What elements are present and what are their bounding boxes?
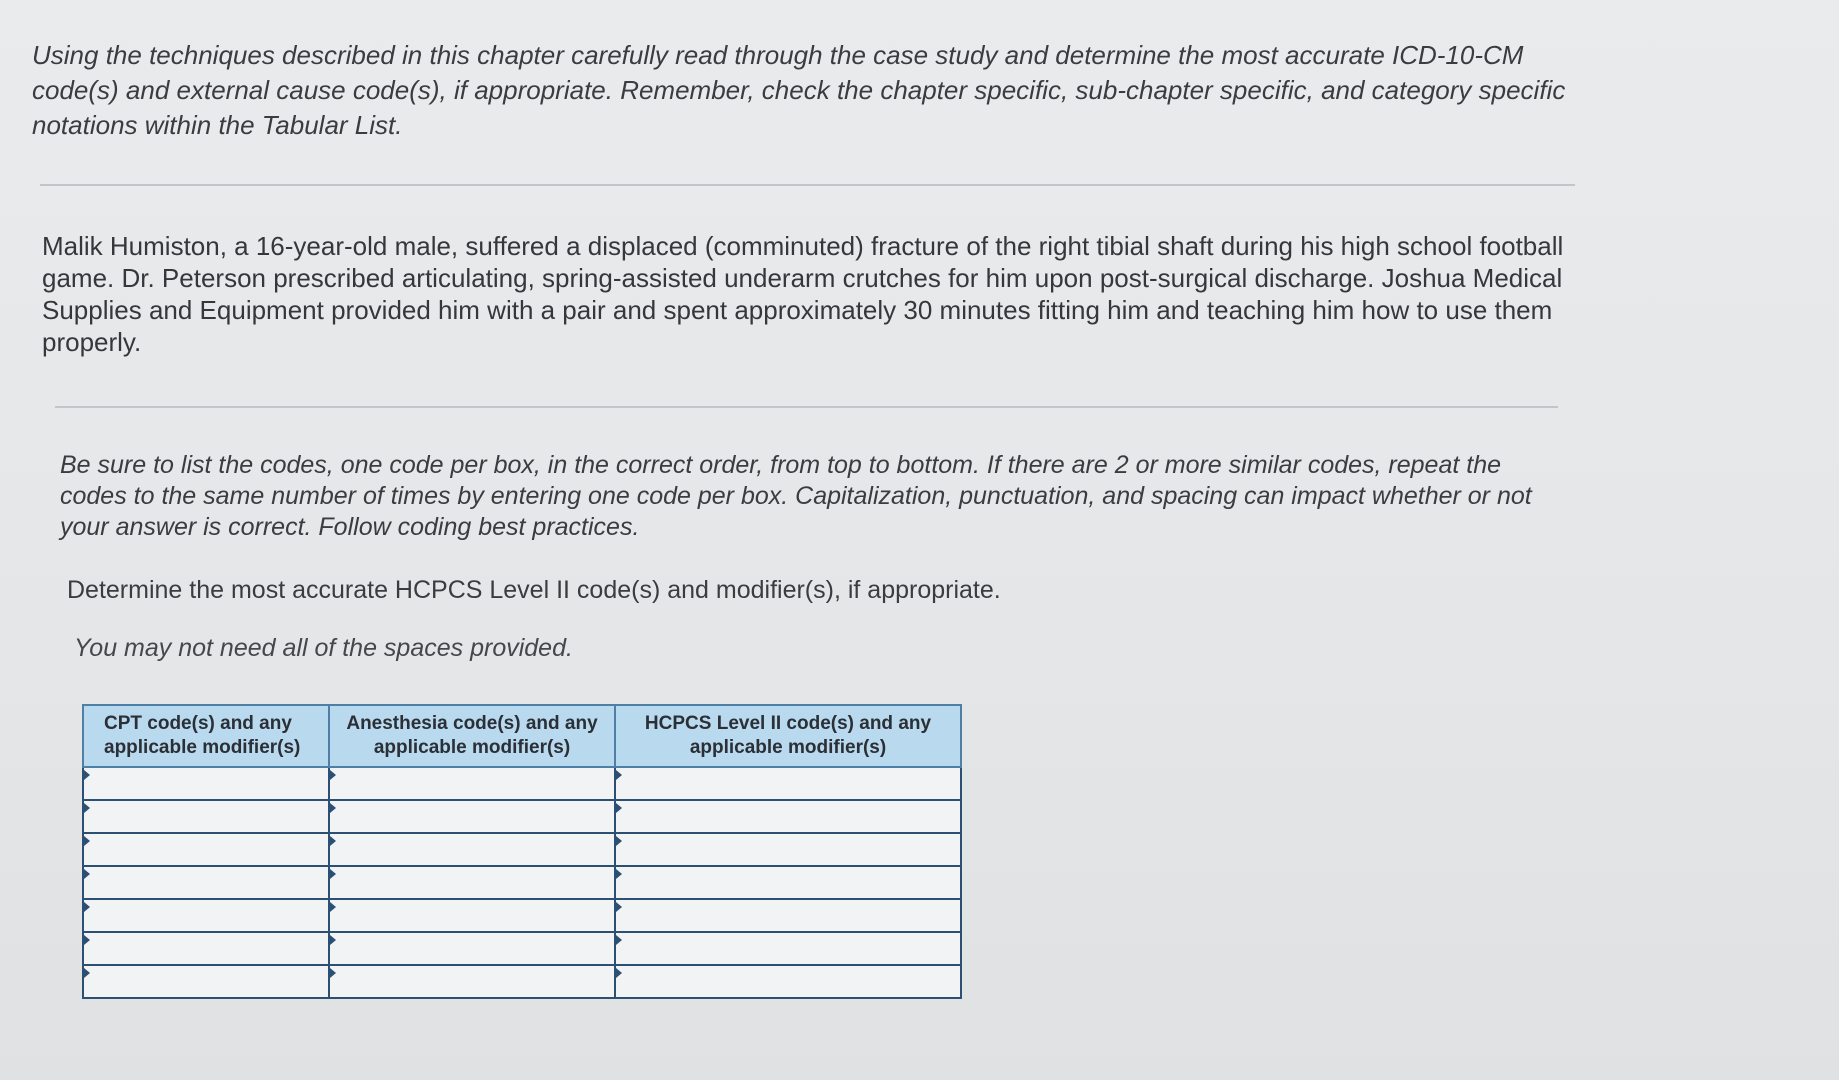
code-cell bbox=[329, 833, 615, 866]
code-cell bbox=[329, 965, 615, 998]
code-cell bbox=[83, 899, 329, 932]
cpt-code-input[interactable] bbox=[84, 966, 328, 997]
hcpcs-code-input[interactable] bbox=[616, 867, 960, 898]
cpt-code-input[interactable] bbox=[84, 900, 328, 931]
table-row bbox=[83, 767, 961, 800]
table-row bbox=[83, 833, 961, 866]
code-cell bbox=[329, 767, 615, 800]
code-cell bbox=[329, 932, 615, 965]
table-row bbox=[83, 800, 961, 833]
code-cell bbox=[83, 833, 329, 866]
table-row bbox=[83, 965, 961, 998]
code-cell bbox=[83, 866, 329, 899]
hcpcs-code-input[interactable] bbox=[616, 801, 960, 832]
cpt-code-input[interactable] bbox=[84, 768, 328, 799]
code-cell bbox=[615, 866, 961, 899]
question-text: Determine the most accurate HCPCS Level II code(s) and modifier(s), if appropriate. bbox=[67, 576, 1001, 604]
code-cell bbox=[83, 965, 329, 998]
cpt-code-input[interactable] bbox=[84, 801, 328, 832]
listing-instructions-text: Be sure to list the codes, one code per box, in the correct order, from top to bottom. If there are 2 or more similar codes, repeat the codes to the same number of times by entering one code per box. Capitalization, punctuation, and spacing can impact whether or not your answer is correct. Follow coding best practices. bbox=[60, 451, 1532, 541]
anesthesia-code-input[interactable] bbox=[330, 834, 614, 865]
table-header-row bbox=[83, 705, 961, 767]
table-row bbox=[83, 866, 961, 899]
hcpcs-code-input[interactable] bbox=[616, 966, 960, 997]
divider bbox=[55, 406, 1558, 408]
code-cell bbox=[615, 833, 961, 866]
anesthesia-code-input[interactable] bbox=[330, 900, 614, 931]
anesthesia-code-input[interactable] bbox=[330, 801, 614, 832]
hcpcs-code-input[interactable] bbox=[616, 900, 960, 931]
table-body bbox=[83, 767, 961, 998]
hcpcs-code-input[interactable] bbox=[616, 834, 960, 865]
table-row bbox=[83, 932, 961, 965]
cpt-code-input[interactable] bbox=[84, 834, 328, 865]
anesthesia-code-input[interactable] bbox=[330, 933, 614, 964]
code-cell bbox=[615, 932, 961, 965]
cpt-code-input[interactable] bbox=[84, 933, 328, 964]
code-cell bbox=[615, 767, 961, 800]
cpt-code-input[interactable] bbox=[84, 867, 328, 898]
anesthesia-code-input[interactable] bbox=[330, 768, 614, 799]
code-cell bbox=[83, 767, 329, 800]
anesthesia-code-input[interactable] bbox=[330, 966, 614, 997]
hcpcs-code-input[interactable] bbox=[616, 933, 960, 964]
code-cell bbox=[83, 800, 329, 833]
code-entry-table bbox=[82, 704, 962, 999]
header-cpt-codes: CPT code(s) and any applicable modifier(s) bbox=[83, 705, 329, 767]
header-hcpcs-codes: HCPCS Level II code(s) and any applicable modifier(s) bbox=[615, 705, 961, 767]
anesthesia-code-input[interactable] bbox=[330, 867, 614, 898]
code-cell bbox=[329, 800, 615, 833]
code-cell bbox=[615, 965, 961, 998]
case-study-text: Malik Humiston, a 16-year-old male, suffered a displaced (comminuted) fracture of the right tibial shaft during his high school football game. Dr. Peterson prescribed articulating, spring-assisted underarm crutches for him upon post-surgical discharge. Joshua Medical Supplies and Equipment provided him with a pair and spent approximately 30 minutes fitting him and teaching him how to use them properly. bbox=[42, 231, 1564, 357]
note-text: You may not need all of the spaces provided. bbox=[74, 634, 573, 662]
instructions-text: Using the techniques described in this chapter carefully read through the case study and determine the most accurate ICD-10-CM code(s) and external cause code(s), if appropriate. Remember, check the chapter specific, sub-chapter specific, and category specific notations within the Tabular List. bbox=[32, 40, 1566, 140]
table-row bbox=[83, 899, 961, 932]
code-cell bbox=[83, 932, 329, 965]
code-cell bbox=[615, 800, 961, 833]
code-cell bbox=[615, 899, 961, 932]
code-cell bbox=[329, 866, 615, 899]
code-cell bbox=[329, 899, 615, 932]
hcpcs-code-input[interactable] bbox=[616, 768, 960, 799]
divider bbox=[40, 184, 1575, 186]
header-anesthesia-codes: Anesthesia code(s) and any applicable modifier(s) bbox=[329, 705, 615, 767]
